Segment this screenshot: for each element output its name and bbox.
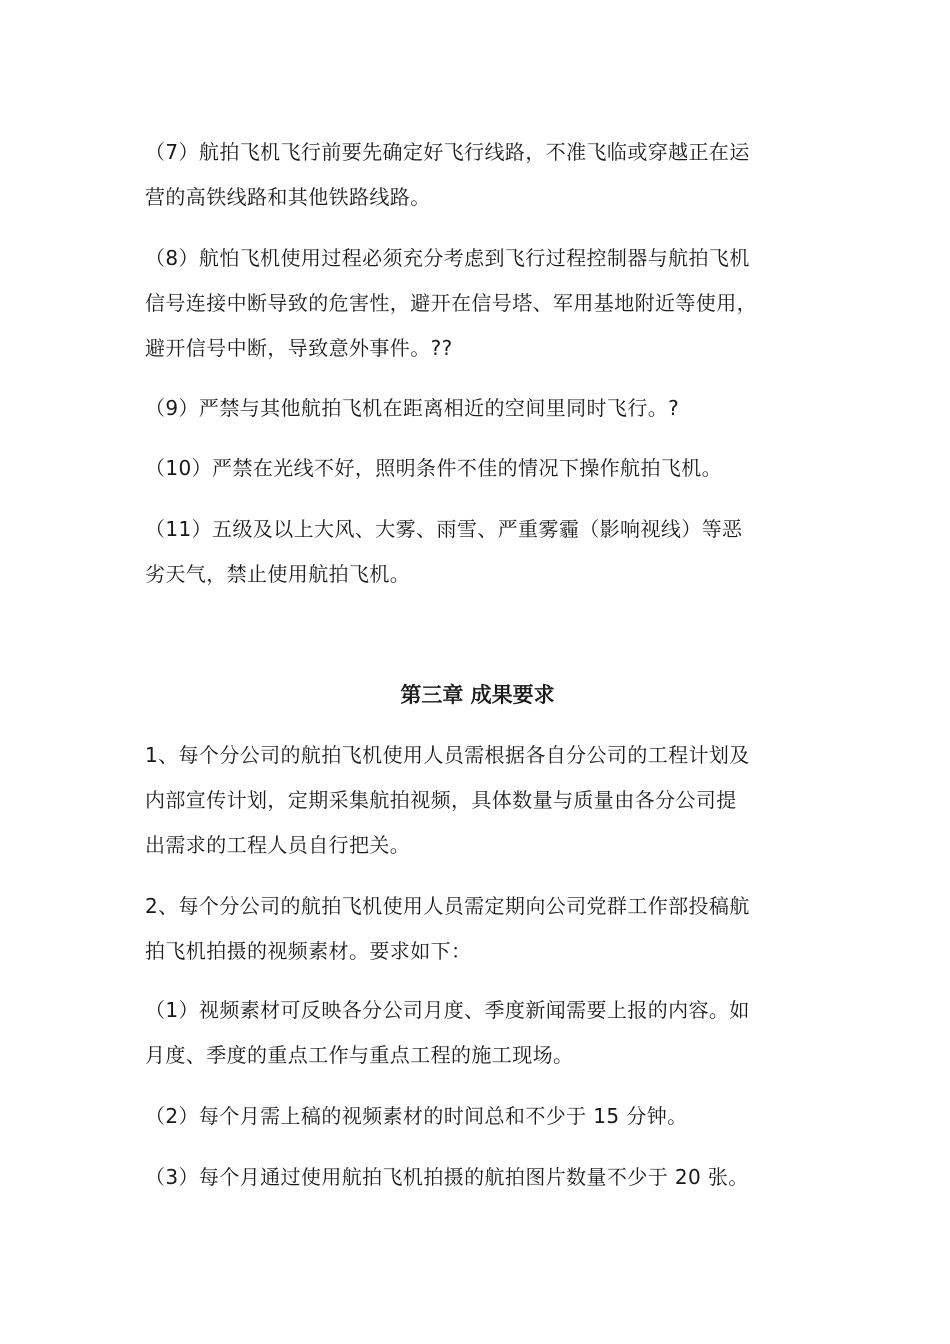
- text-line: 出需求的工程人员自行把关。: [145, 833, 411, 857]
- text-line: 避开信号中断，导致意外事件。??: [145, 336, 453, 360]
- text-line: （9）严禁与其他航拍飞机在距离相近的空间里同时飞行。?: [145, 396, 680, 420]
- text-line: 月度、季度的重点工作与重点工程的施工现场。: [145, 1043, 574, 1067]
- text-line: 2、每个分公司的航拍飞机使用人员需定期向公司党群工作部投稿航: [145, 894, 750, 918]
- text-line: （10）严禁在光线不好，照明条件不佳的情况下操作航拍飞机。: [145, 456, 723, 480]
- text-line: （8）航怕飞机使用过程必须充分考虑到飞行过程控制器与航拍飞机: [145, 246, 750, 270]
- text-line: 拍飞机拍摄的视频素材。要求如下：: [145, 939, 472, 963]
- paragraph-requirement-2-1: [145, 988, 810, 1078]
- text-line: 营的高铁线路和其他铁路线路。: [145, 185, 431, 209]
- text-line: （3）每个月通过使用航拍飞机拍摄的航拍图片数量不少于 20 张。: [145, 1165, 749, 1189]
- text-line: 信号连接中断导致的危害性，避开在信号塔、军用基地附近等使用，: [145, 291, 757, 315]
- paragraph-requirement-2-3: [145, 1155, 810, 1200]
- paragraph-rule-9: [145, 386, 810, 431]
- text-line: （1）视频素材可反映各分公司月度、季度新闻需要上报的内容。如: [145, 998, 750, 1022]
- text-line: 内部宣传计划，定期采集航拍视频，具体数量与质量由各分公司提: [145, 788, 737, 812]
- text-line: （7）航拍飞机飞行前要先确定好飞行线路，不准飞临或穿越正在运: [145, 140, 750, 164]
- text-line: （2）每个月需上稿的视频素材的时间总和不少于 15 分钟。: [145, 1104, 688, 1128]
- paragraph-rule-11: [145, 507, 810, 597]
- paragraph-requirement-1: [145, 733, 810, 868]
- text-line: 1、每个分公司的航拍飞机使用人员需根据各自分公司的工程计划及: [145, 743, 750, 767]
- paragraph-rule-7: [145, 130, 810, 220]
- paragraph-requirement-2: [145, 884, 810, 974]
- paragraph-rule-10: [145, 446, 810, 491]
- chapter-heading: 第三章 成果要求: [400, 683, 555, 707]
- text-line: （11）五级及以上大风、大雾、雨雪、严重雾霾（影响视线）等恶: [145, 517, 743, 541]
- paragraph-rule-8: [145, 236, 810, 371]
- text-line: 劣天气，禁止使用航拍飞机。: [145, 562, 411, 586]
- paragraph-requirement-2-2: [145, 1094, 810, 1139]
